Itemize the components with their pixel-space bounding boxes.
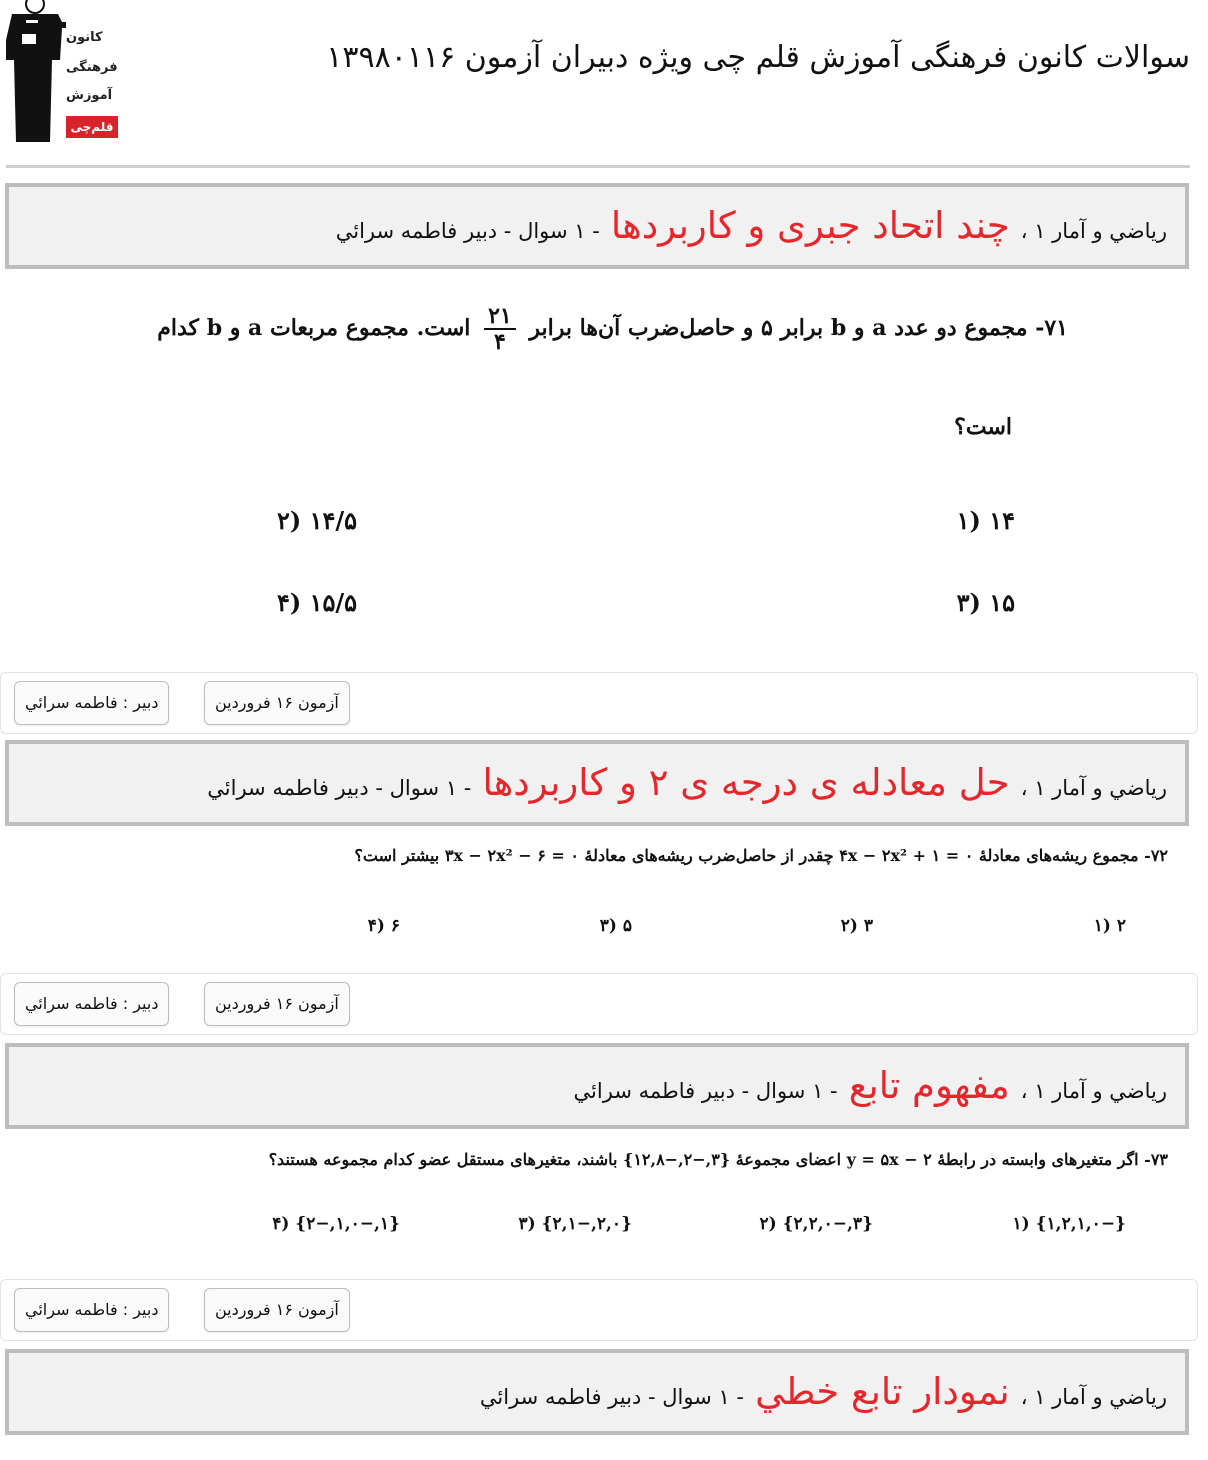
banner-meta: - ۱ سوال - دبير فاطمه سرائي	[479, 1385, 744, 1409]
page-title: سوالات کانون فرهنگی آموزش قلم چی ویژه دبیران آزمون ۱۳۹۸۰۱۱۶	[326, 40, 1190, 75]
question-number: ۷۱-	[1035, 315, 1068, 341]
teacher-tag[interactable]: دبير : فاطمه سرائي	[14, 681, 169, 725]
question-71-end: است؟	[954, 414, 1012, 440]
teacher-figure-icon	[2, 0, 66, 142]
option-1[interactable]: ۱۴ (۱	[956, 506, 1015, 535]
exam-tag[interactable]: آزمون ۱۶ فروردين	[204, 681, 350, 725]
var-b-2: b	[206, 315, 223, 341]
option-4[interactable]: ۱۵/۵ (۴	[276, 588, 357, 617]
and-word-2: و	[229, 315, 241, 341]
teacher-tag[interactable]: دبير : فاطمه سرائي	[14, 982, 169, 1026]
banner-topic: حل معادله ی درجه ی ۲ و کاربردها	[482, 761, 1010, 804]
banner-subject: رياضي و آمار ۱ ،	[1020, 1385, 1167, 1409]
question-footer-3	[0, 1279, 1198, 1341]
question-text-c: است. مجموع مربعات	[269, 315, 471, 341]
question-footer-2	[0, 973, 1198, 1035]
logo-line-2: فرهنگی	[66, 60, 118, 75]
teacher-tag[interactable]: دبير : فاطمه سرائي	[14, 1288, 169, 1332]
option-1[interactable]: ۲ (۱	[1093, 916, 1126, 936]
and-word: و	[853, 315, 865, 341]
exam-tag[interactable]: آزمون ۱۶ فروردين	[204, 1288, 350, 1332]
option-2[interactable]: ۳ (۲	[840, 916, 873, 936]
question-72: ۷۲- مجموع ریشه‌های معادلهٔ ۰ = ۱ + ۴x − ۲x² چقدر از حاصل‌ضرب ریشه‌های معادلهٔ ۰ = ۶ − ۳x − ۲x² بیشتر است؟	[354, 846, 1168, 865]
banner-topic: نمودار تابع خطي	[755, 1370, 1010, 1413]
fraction-denominator: ۴	[493, 329, 506, 355]
banner-subject: رياضي و آمار ۱ ،	[1020, 1079, 1167, 1103]
question-text-b: برابر ۵ و حاصل‌ضرب آن‌ها برابر	[529, 315, 824, 341]
question-text-d: کدام	[157, 315, 200, 341]
section-banner-3	[5, 1043, 1189, 1129]
fraction	[484, 304, 516, 354]
banner-topic: مفهوم تابع	[848, 1064, 1010, 1107]
section-banner-1	[5, 183, 1189, 269]
var-b: b	[830, 315, 847, 341]
banner-meta: - ۱ سوال - دبير فاطمه سرائي	[207, 776, 472, 800]
option-2[interactable]: {۳,−۲,۲,۰} (۲	[759, 1214, 873, 1234]
option-4[interactable]: ۶ (۴	[367, 916, 400, 936]
option-3[interactable]: ۱۵ (۳	[956, 588, 1015, 617]
var-a: a	[872, 315, 887, 341]
fraction-numerator: ۲۱	[484, 304, 516, 330]
exam-tag[interactable]: آزمون ۱۶ فروردين	[204, 982, 350, 1026]
option-3[interactable]: {۲,۰,−۲,۱} (۳	[518, 1214, 632, 1234]
question-71	[28, 288, 1068, 368]
banner-meta: - ۱ سوال - دبير فاطمه سرائي	[573, 1079, 838, 1103]
logo-line-1: کانون	[66, 30, 103, 45]
banner-meta: - ۱ سوال - دبير فاطمه سرائي	[335, 219, 600, 243]
header-divider	[6, 165, 1190, 168]
logo-line-3: آموزش	[66, 88, 113, 103]
section-banner-2	[5, 740, 1189, 826]
section-banner-4	[5, 1349, 1189, 1435]
option-4[interactable]: {۱,−۱,۰,−۲} (۴	[272, 1214, 400, 1234]
question-73: ۷۳- اگر متغیرهای وابسته در رابطهٔ y = ۵x − ۲ اعضای مجموعهٔ {۳,−۲,−۱۲,۸} باشند، متغیرهای مستقل عضو کدام مجموعه هستند؟	[268, 1150, 1168, 1169]
question-text-a: مجموع دو عدد	[894, 315, 1028, 341]
option-2[interactable]: ۱۴/۵ (۲	[276, 506, 357, 535]
logo-badge: قلم‌چی	[66, 116, 118, 138]
banner-topic: چند اتحاد جبری و کاربردها	[610, 204, 1010, 247]
option-3[interactable]: ۵ (۳	[599, 916, 632, 936]
question-footer-1	[0, 672, 1198, 734]
var-a-2: a	[248, 315, 263, 341]
option-1[interactable]: {−۱,۲,۱,۰} (۱	[1012, 1214, 1126, 1234]
banner-subject: رياضي و آمار ۱ ،	[1020, 776, 1167, 800]
banner-subject: رياضي و آمار ۱ ،	[1020, 219, 1167, 243]
kanoon-logo	[2, 0, 120, 142]
